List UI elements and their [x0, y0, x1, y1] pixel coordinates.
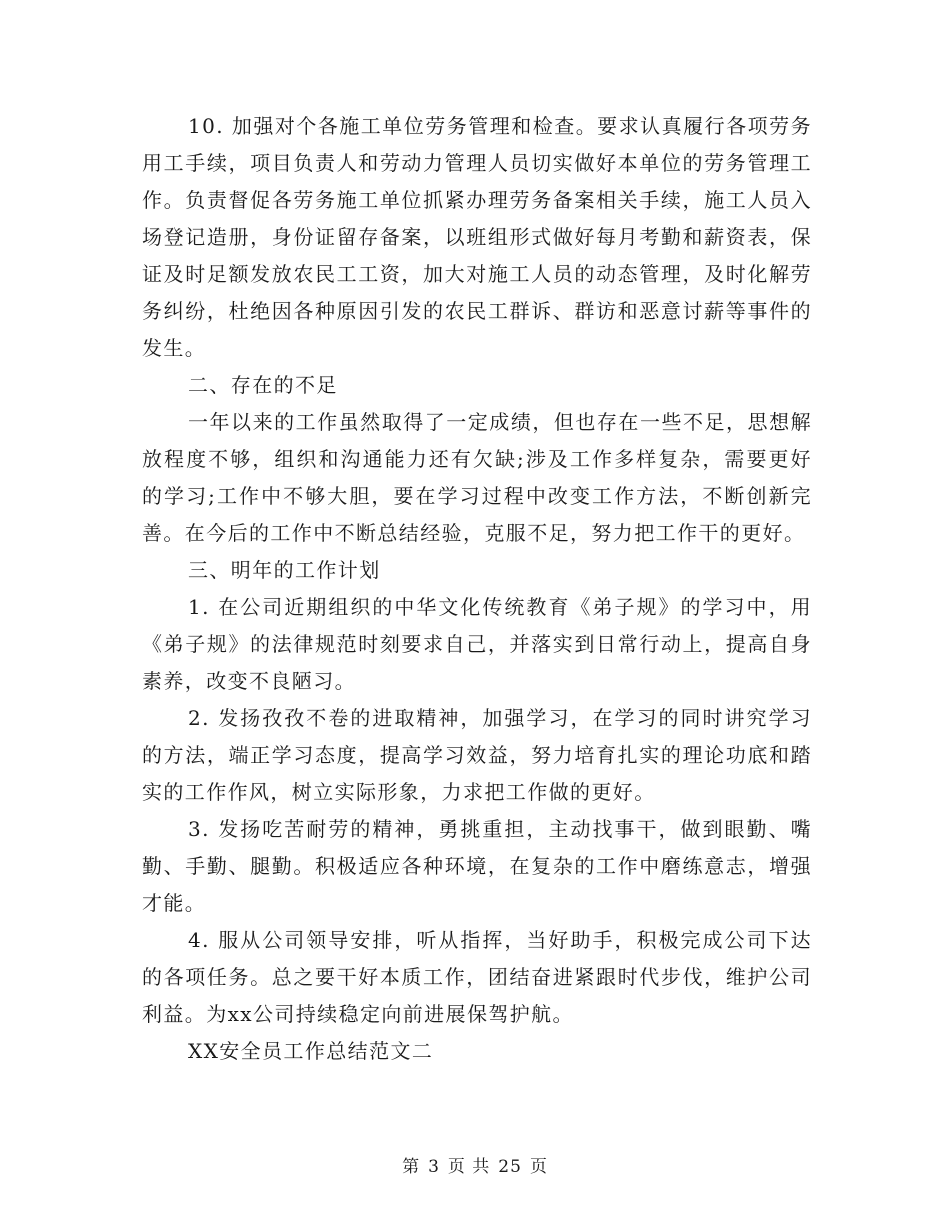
plan-item-1: 1. 在公司近期组织的中华文化传统教育《弟子规》的学习中，用《弟子规》的法律规范时刻要求自己，并落实到日常行动上，提高自身素养，改变不良陋习。 — [142, 595, 812, 693]
total-page-count: 25 — [498, 1157, 522, 1177]
plan-item-3: 3. 发扬吃苦耐劳的精神，勇挑重担，主动找事干，做到眼勤、嘴勤、手勤、腿勤。积极适应各种环境，在复杂的工作中磨练意志，增强才能。 — [142, 817, 812, 915]
page-label-prefix: 第 — [402, 1157, 421, 1177]
next-article-title: XX安全员工作总结范文二 — [188, 1039, 434, 1063]
paragraph-labor-management: 10. 加强对个各施工单位劳务管理和检查。要求认真履行各项劳务用工手续，项目负责人和劳动力管理人员切实做好本单位的劳务管理工作。负责督促各劳务施工单位抓紧办理劳务备案相关手续，施工人员入场登记造册，身份证留存备案，以班组形式做好每月考勤和薪资表，保证及时足额发放农民工工资，加大对施工人员的动态管理，及时化解劳务纠纷，杜绝因各种原因引发的农民工群诉、群访和恶意讨薪等事件的发生。 — [142, 114, 812, 360]
plan-item-4: 4. 服从公司领导安排，听从指挥，当好助手，积极完成公司下达的各项任务。总之要干好本质工作，团结奋进紧跟时代步伐，维护公司利益。为xx公司持续稳定向前进展保驾护航。 — [142, 928, 812, 1026]
document-body — [142, 108, 812, 1070]
page-label-suffix: 页 — [529, 1157, 548, 1177]
plan-item-2: 2. 发扬孜孜不卷的进取精神，加强学习，在学习的同时讲究学习的方法，端正学习态度，提高学习效益，努力培育扎实的理论功底和踏实的工作作风，树立实际形象，力求把工作做的更好。 — [142, 706, 812, 804]
section-heading-next-year-plan: 三、明年的工作计划 — [188, 558, 381, 582]
current-page-number: 3 — [428, 1157, 440, 1177]
page-label-middle: 页 共 — [447, 1157, 491, 1177]
paragraph-shortcomings: 一年以来的工作虽然取得了一定成绩，但也存在一些不足，思想解放程度不够，组织和沟通能力还有欠缺;涉及工作多样复杂，需要更好的学习;工作中不够大胆，要在学习过程中改变工作方法，不断创新完善。在今后的工作中不断总结经验，克服不足，努力把工作干的更好。 — [142, 410, 812, 545]
section-heading-shortcomings: 二、存在的不足 — [188, 373, 338, 397]
page-number-footer — [0, 1152, 950, 1177]
